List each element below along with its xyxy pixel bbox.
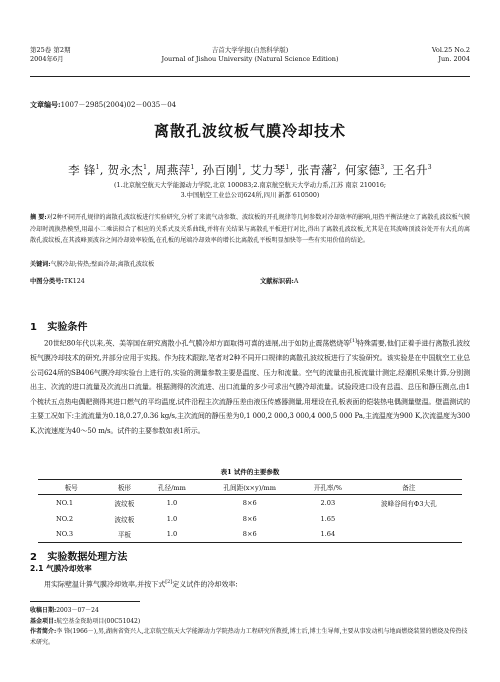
keywords [30, 259, 470, 268]
author: 张青藩 [297, 163, 333, 177]
clc-label: 中图分类号: [30, 278, 64, 285]
affiliation-line: 3.中国航空工业总公司624所,四川 新都 610500) [180, 192, 320, 199]
article-number: 文章编号:1007－2985(2004)02－0035－04 [30, 100, 177, 109]
paper-title: 离散孔波纹板气膜冷却技术 [153, 122, 346, 140]
column-header: 备注 [356, 480, 462, 495]
section2-paragraph: 用实际壁温计算气膜冷却效率,并按下式[2]定义试件的冷却效率: [44, 579, 238, 589]
author-list: 李 锋$^1$, 贺永杰$^1$, 周燕萍$^1$, 孙百刚$^1$, 艾力琴$^1$, 张青藩$^2$, 何家德$^3$, 王名升$^3$ [68, 163, 432, 177]
column-header: 开孔率/% [300, 480, 356, 495]
section-heading: 2 实验数据处理方法 [30, 552, 128, 563]
section-heading: 1 实验条件 [30, 322, 88, 333]
keywords-text: 气膜冷却;传热;壁面冷却;离散孔波纹板 [50, 261, 155, 268]
header-rule [30, 76, 470, 77]
footnote [30, 606, 470, 648]
header-journal-name: 吉首大学学报(自然科学版) Journal of Jishou University (Natural Science Edition) [161, 46, 339, 63]
parameters-table [38, 479, 462, 543]
author: 贺永杰 [107, 163, 144, 177]
keywords-label: 关键词: [30, 261, 51, 268]
author: 王名升 [392, 163, 428, 177]
abstract [30, 212, 470, 247]
table-row: NO.1 波纹板 1.0 8×6 2.03 波峰谷间有Φ3大孔 [56, 498, 437, 508]
column-header: 孔径/mm [144, 480, 199, 495]
abstract-text: 对2种不同开孔规律的离散孔波纹板进行实验研究,分析了来流气动参数、波纹板的开孔规律等几何参数对冷却效率的影响,用热平衡法建立了离散孔波纹板气膜冷却时流换热模型,用最小二乘法拟合了相应的关系式及关系曲线,并将有关结果与离散孔平板进行对比,得出了离散孔波纹板,尤其是在其波峰顶波谷处开有大孔的离散孔波纹板,在其波峰顶波谷之间冷却效率较低,在孔板的尾端冷却效率的增长比离散孔平板明显加快等一些有实用价值的结论。 [30, 214, 470, 244]
author: 周燕萍 [155, 163, 191, 177]
affiliation-line: (1.北京航空航天大学能源动力学院,北京 100083;2.南京航空航天大学动力系,江苏 南京 210016; [113, 182, 386, 189]
column-header: 板形 [104, 480, 144, 495]
footnote-rule [30, 601, 140, 602]
author: 艾力琴 [250, 163, 286, 177]
table-header-row [38, 480, 462, 495]
classification [30, 276, 470, 285]
header-volume-info-en: Vol.25 No.2 Jun. 2004 [431, 46, 470, 63]
running-header [30, 46, 470, 78]
clc-code: TK124 [63, 278, 85, 285]
doc-code-label: 文献标识码: [260, 278, 294, 285]
citation: [1] [350, 338, 357, 344]
author: 孙百刚 [202, 163, 238, 177]
author: 李 锋 [68, 163, 96, 177]
column-header: 板号 [38, 480, 104, 495]
citation: [2] [165, 579, 173, 585]
table-row: NO.3 平板 1.0 8×6 1.64 [38, 527, 462, 543]
author: 何家德 [344, 163, 381, 177]
header-volume-info: 第25卷 第2期 2004年6月 [30, 46, 71, 63]
doc-code: A [293, 278, 299, 285]
abstract-label: 摘 要: [30, 214, 47, 221]
received-date: 收稿日期:2003－07－24 [30, 607, 99, 614]
section1-paragraph: 20世纪80年代以来,英、美等国在研究离散小孔气膜冷却方面取得可喜的进展,出于如防止震荡燃烧等[1]特殊需要,他们正着手进行离散孔波纹板气膜冷却技术的研究,并部分应用于实践。作为技术跟踪,笔者对2种不同开口规律的离散孔波纹板进行了实验研究。该实验是在中国航空工业总公司624所的SB406气膜冷却实验台上进行的,实验的测量参数主要是温度、压力和流量。空气的流量由孔板流量计测定,经潮机采集计算,分别测出主、次流的进口流量及次流出口流量。根据测得的次流进、出口流量的多少可求出气膜冷却流量。试验段进口设有总温、总压和静压测点,由1个梳状五点热电偶耙测得其进口燃气的平均温度,试件沿程主次流静压差由液压传感器测量,用埋设在孔板表面的铠装热电偶测量壁温。壁温测试的主要工况如下:主流流量为0.18,0.27,0.36 kg/s,主次流间的静压差为0,1 000,2 000,3 000,4 000,5 000 Pa,主流温度为900 K,次流温度为300 K,次流速度为40～50 m/s。试件的主要参数如表1所示。 [30, 338, 470, 435]
subsection-heading: 2.1 气膜冷却效率 [30, 564, 92, 573]
table-row: NO.2 波纹板 1.0 8×6 1.65 [56, 514, 336, 524]
fund-info: 基金项目:航空基金资助项目(00C51042) [30, 617, 141, 625]
column-header: 孔间距(x×y)/mm [200, 480, 300, 495]
author-bio: 作者简介:李 锋(1966－),男,湖南省资兴人,北京航空航天大学能源动力学院热动力工程研究所教授,博士后,博士生导师,主要从事发动机与地面燃烧装置的燃烧及传热技术研究。 [30, 628, 468, 646]
table-caption: 表1 试件的主要参数 [220, 468, 280, 476]
